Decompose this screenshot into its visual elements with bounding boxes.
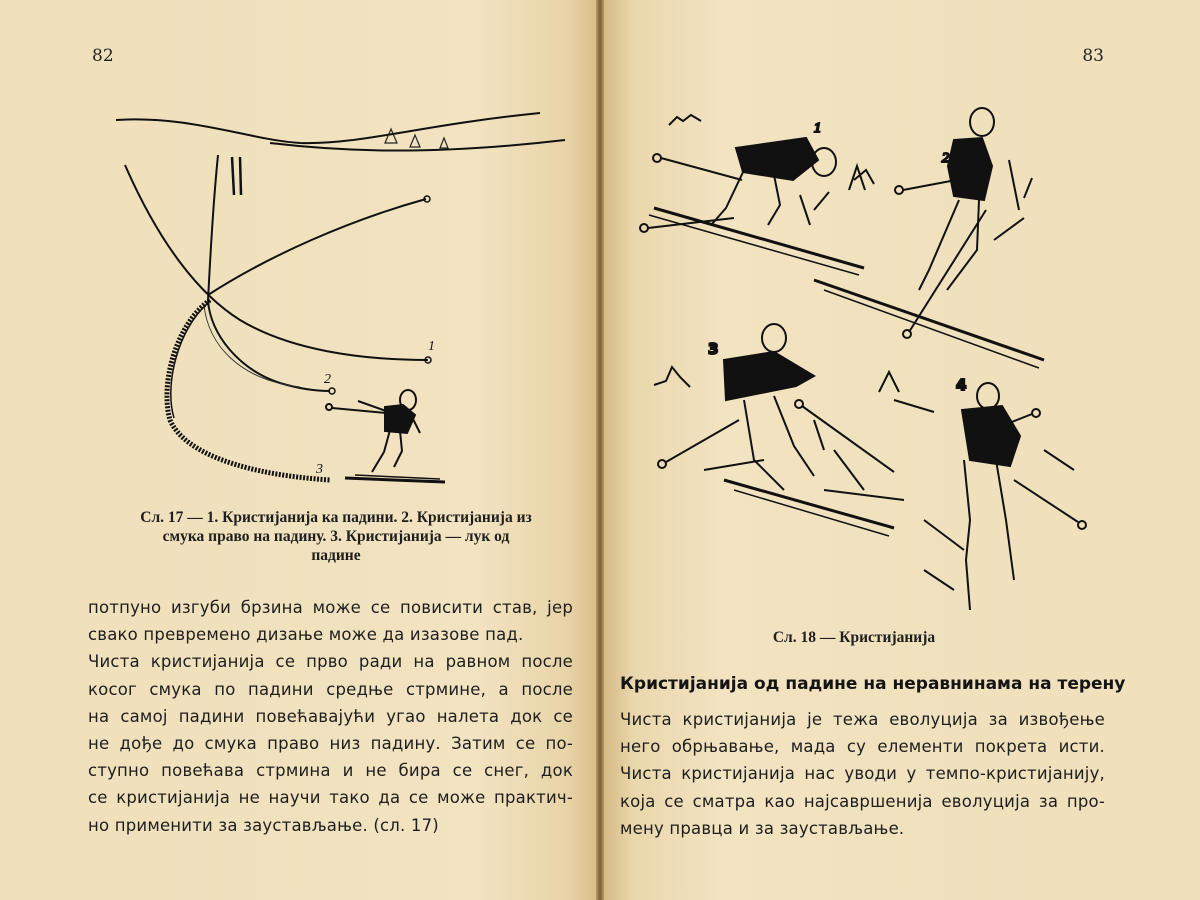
figure-18-label-3: 3 bbox=[708, 340, 719, 358]
skier-3 bbox=[658, 324, 904, 536]
text-line: косог смука по падини средње стрмине, а после bbox=[88, 679, 573, 699]
figure-17-label-2: 2 bbox=[324, 372, 331, 387]
caption-line: Сл. 17 — 1. Кристијанија ка падини. 2. Кристијанија из bbox=[140, 509, 532, 526]
text-line: која се сматра као најсавршенија еволуција за про- bbox=[620, 791, 1105, 811]
skier-figure-17 bbox=[326, 390, 445, 482]
right-body-text bbox=[620, 706, 1105, 842]
text-line: мену правца и за заустављање. bbox=[620, 818, 905, 838]
text-line: се кристијанија не научи тако да се може практич- bbox=[88, 788, 573, 808]
figure-18-christiania-illustration bbox=[624, 100, 1104, 610]
text-line: на самој падини повећавајући угао налета док се bbox=[88, 706, 573, 726]
text-line: не дође до смука право низ падину. Затим се по- bbox=[88, 734, 573, 754]
book-gutter bbox=[596, 0, 604, 900]
section-heading: Кристијанија од падине на неравнинама на терену bbox=[620, 674, 1126, 694]
figure-18-label-1: 1 bbox=[814, 121, 821, 136]
skier-2 bbox=[814, 108, 1044, 368]
text-line: но применити за заустављање. (сл. 17) bbox=[88, 815, 439, 835]
figure-17-ski-turn-diagram bbox=[100, 95, 580, 495]
text-line: Чиста кристијанија нас уводи у темпо-кристијанију, bbox=[620, 764, 1105, 784]
figure-17-label-1: 1 bbox=[428, 339, 435, 354]
text-line: свако превремено дизање може да изазове пад. bbox=[88, 625, 524, 645]
left-page bbox=[0, 0, 596, 900]
text-line: потпуно изгуби брзина може се повисити став, јер bbox=[88, 598, 573, 617]
figure-17-caption bbox=[86, 508, 586, 565]
figure-18-label-4: 4 bbox=[956, 376, 967, 394]
figure-18-label-2: 2 bbox=[942, 151, 949, 166]
text-line: Чиста кристијанија се прво ради на равном после bbox=[88, 652, 573, 672]
page-number-right: 83 bbox=[1082, 46, 1104, 66]
right-page bbox=[604, 0, 1200, 900]
caption-line: смука право на падину. 3. Кристијанија — лук од bbox=[162, 528, 510, 545]
figure-17-label-3: 3 bbox=[316, 462, 323, 477]
skier-1 bbox=[640, 138, 864, 275]
page-number-left: 82 bbox=[92, 46, 114, 66]
skier-4 bbox=[924, 383, 1086, 610]
text-line: Чиста кристијанија је тежа еволуција за извођење bbox=[620, 710, 1105, 729]
caption-line: падине bbox=[311, 547, 361, 564]
text-line: ступно повећава стрмина и не бира се снег, док bbox=[88, 761, 573, 781]
text-line: него обрњавање, мада су елементи покрета исти. bbox=[620, 737, 1105, 757]
figure-18-caption: Сл. 18 — Кристијанија bbox=[772, 629, 936, 646]
left-body-text bbox=[88, 594, 573, 839]
